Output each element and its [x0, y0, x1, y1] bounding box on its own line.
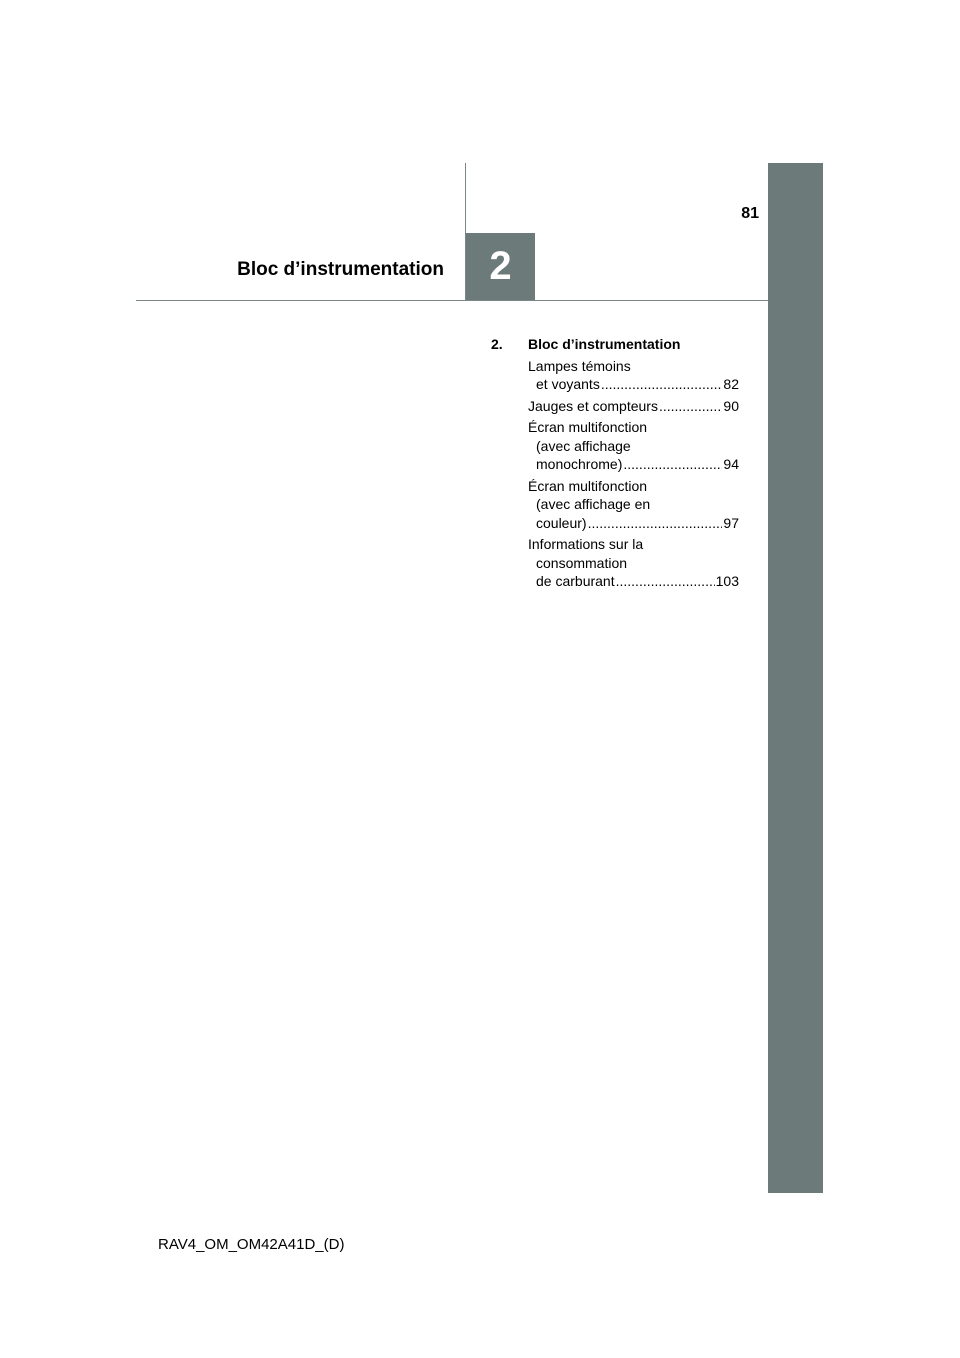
toc-entry-line: monochrome) ..... 94	[528, 455, 739, 474]
toc-entry-line: Lampes témoins	[528, 357, 631, 374]
toc-entry[interactable]	[528, 418, 739, 474]
table-of-contents	[491, 335, 739, 594]
toc-entry-line: (avec affichage en	[536, 496, 651, 512]
chapter-side-tab	[768, 163, 823, 1193]
toc-entry-line: Écran multifonction	[528, 419, 648, 435]
toc-entry-page: 82	[723, 376, 739, 392]
toc-heading-title: Bloc d’instrumentation	[528, 336, 681, 352]
page-number: 81	[741, 205, 759, 222]
toc-entry-line: (avec affichage	[536, 437, 631, 454]
dot-leader	[623, 455, 722, 474]
dot-leader	[659, 397, 722, 416]
toc-entry[interactable]	[528, 535, 739, 591]
toc-entry-line: Jauges et compteurs ..... 90	[528, 397, 739, 416]
toc-entry-page: 90	[723, 397, 739, 414]
toc-entry-line: consommation	[536, 554, 628, 571]
toc-entry[interactable]	[528, 477, 739, 533]
header-horizontal-rule	[136, 300, 768, 301]
toc-entry-line: Informations sur la	[528, 536, 644, 552]
chapter-title: Bloc d’instrumentation	[237, 259, 444, 280]
toc-entry-page: 103	[715, 573, 739, 589]
toc-entry-page: 94	[723, 456, 739, 472]
footer-doc-code: RAV4_OM_OM42A41D_(D)	[158, 1236, 345, 1253]
dot-leader	[601, 375, 723, 394]
toc-heading-number: 2.	[491, 336, 503, 352]
dot-leader	[616, 572, 715, 591]
toc-entry[interactable]	[528, 397, 739, 416]
dot-leader	[588, 514, 723, 533]
toc-entry-line: couleur) ..... 97	[528, 514, 739, 533]
toc-entry[interactable]	[528, 357, 739, 394]
toc-heading	[491, 335, 739, 354]
toc-entry-line: Écran multifonction	[528, 477, 648, 494]
toc-entry-line: de carburant ..... 103	[528, 572, 739, 591]
chapter-number-box: 2	[466, 233, 535, 300]
toc-entry-page: 97	[723, 514, 739, 531]
toc-entry-line: et voyants ..... 82	[528, 375, 739, 394]
